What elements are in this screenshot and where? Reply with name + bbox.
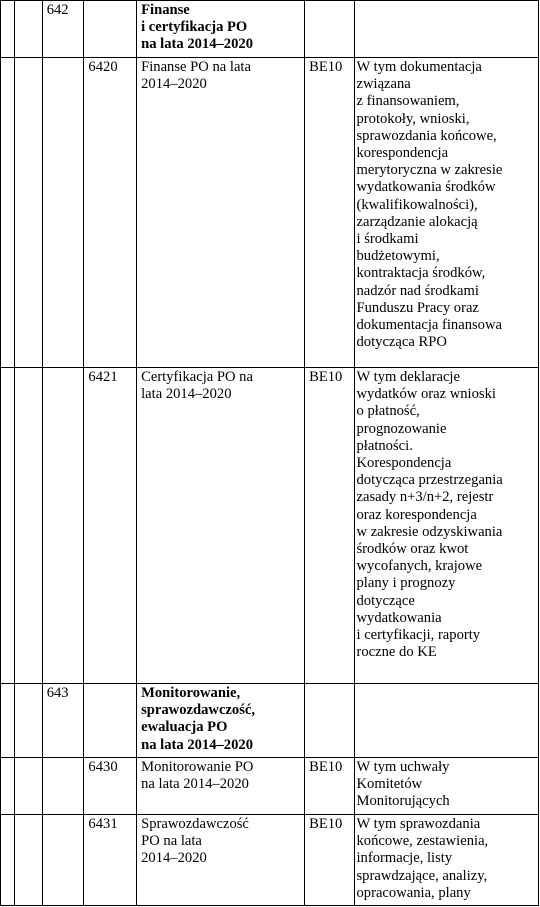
description-line: zasady n+3/n+2, rejestr xyxy=(356,489,494,506)
cell-class-code xyxy=(84,1,137,58)
cell-blank-2 xyxy=(15,1,42,58)
title-line: i certyfikacja PO xyxy=(141,19,248,36)
cell-group-number: 643 xyxy=(42,684,84,758)
cell-class-code: 6430 xyxy=(84,758,137,815)
description-line: wydatkowania xyxy=(356,609,442,626)
cell-group-number: 642 xyxy=(42,1,84,58)
cell-group-number xyxy=(42,368,84,684)
description-line: kontraktacja środków, xyxy=(356,265,486,282)
cell-blank-1 xyxy=(1,1,15,58)
cell-group-number xyxy=(42,758,84,815)
description-line: sprawdzające, analizy, xyxy=(356,867,488,884)
cell-blank-1 xyxy=(1,684,15,758)
description-line: dokumentacja finansowa xyxy=(356,317,502,334)
title-line: na lata 2014–2020 xyxy=(141,736,253,753)
cell-title xyxy=(137,684,305,758)
cell-description xyxy=(354,1,539,58)
cell-category xyxy=(305,1,354,58)
title-line: Monitorowanie, xyxy=(141,685,241,701)
cell-category: BE10 xyxy=(305,758,354,815)
cell-category: BE10 xyxy=(305,368,354,684)
cell-description xyxy=(354,58,539,368)
title-line: Sprawozdawczość xyxy=(141,816,249,832)
description-line: w zakresie odzyskiwania xyxy=(356,523,503,540)
cell-description xyxy=(354,758,539,815)
description-line: zarządzanie alokacją xyxy=(356,213,478,230)
cell-category: BE10 xyxy=(305,815,354,906)
title-line: ewaluacja PO xyxy=(141,719,228,736)
cell-class-code: 6431 xyxy=(84,815,137,906)
cell-blank-2 xyxy=(15,684,42,758)
description-line: końcowe, zestawienia, xyxy=(356,833,489,850)
cell-blank-1 xyxy=(1,758,15,815)
title-line: Certyfikacja PO na xyxy=(141,369,253,385)
description-line: wydatków oraz wnioski xyxy=(356,386,496,403)
title-line: PO na lata xyxy=(141,833,202,850)
cell-blank-2 xyxy=(15,368,42,684)
title-line: Finanse xyxy=(141,2,190,18)
description-line: dotycząca RPO xyxy=(356,334,447,351)
cell-description xyxy=(354,684,539,758)
cell-class-code: 6421 xyxy=(84,368,137,684)
cell-blank-2 xyxy=(15,758,42,815)
description-line: informacje, listy xyxy=(356,850,453,867)
description-line: dotycząca przestrzegania xyxy=(356,472,503,489)
cell-blank-1 xyxy=(1,368,15,684)
description-line: płatności. xyxy=(356,437,413,454)
cell-title xyxy=(137,58,305,368)
cell-title xyxy=(137,815,305,906)
cell-group-number xyxy=(42,58,84,368)
cell-blank-2 xyxy=(15,58,42,368)
description-line: związana xyxy=(356,76,411,93)
table-row xyxy=(1,815,539,906)
description-line: roczne do KE xyxy=(356,644,437,661)
description-line: budżetowymi, xyxy=(356,248,440,265)
cell-blank-2 xyxy=(15,815,42,906)
cell-description xyxy=(354,368,539,684)
table-row xyxy=(1,368,539,684)
title-line: 2014–2020 xyxy=(141,850,207,867)
description-line: Komitetów xyxy=(356,776,423,793)
description-line: plany i prognozy xyxy=(356,575,456,592)
cell-category xyxy=(305,684,354,758)
description-line: W tym sprawozdania xyxy=(356,816,481,832)
description-line: i certyfikacji, raporty xyxy=(356,627,481,644)
cell-blank-1 xyxy=(1,58,15,368)
cell-title xyxy=(137,1,305,58)
description-line: dotyczące xyxy=(356,592,415,609)
description-line: Funduszu Pracy oraz xyxy=(356,299,479,316)
description-line: z finansowaniem, xyxy=(356,93,460,110)
cell-title xyxy=(137,368,305,684)
description-line: korespondencja xyxy=(356,145,449,162)
description-line: wydatkowania środków xyxy=(356,179,496,196)
description-line: protokoły, wnioski, xyxy=(356,110,470,127)
description-line: środków oraz kwot xyxy=(356,541,469,558)
description-line: Monitorujących xyxy=(356,793,450,810)
title-line: 2014–2020 xyxy=(141,76,207,93)
description-line: W tym deklaracje xyxy=(356,369,460,385)
cell-class-code xyxy=(84,684,137,758)
title-line: lata 2014–2020 xyxy=(141,386,232,403)
description-line: i środkami xyxy=(356,231,419,248)
cell-group-number xyxy=(42,815,84,906)
description-line: W tym uchwały xyxy=(356,759,450,775)
description-line: wycofanych, krajowe xyxy=(356,558,483,575)
description-line: merytoryczna w zakresie xyxy=(356,162,503,179)
title-line: sprawozdawczość, xyxy=(141,702,256,719)
description-line: W tym dokumentacja xyxy=(356,59,482,75)
description-line: o płatność, xyxy=(356,403,420,420)
table-row xyxy=(1,1,539,58)
table-row xyxy=(1,758,539,815)
description-line: oraz korespondencja xyxy=(356,506,477,523)
table-row xyxy=(1,684,539,758)
title-line: na lata 2014–2020 xyxy=(141,776,249,793)
description-line: opracowania, plany xyxy=(356,884,471,901)
cell-category: BE10 xyxy=(305,58,354,368)
cell-description xyxy=(354,815,539,906)
description-line: Korespondencja xyxy=(356,455,452,472)
table-body xyxy=(1,1,539,906)
cell-title xyxy=(137,758,305,815)
title-line: Finanse PO na lata xyxy=(141,59,251,75)
table-row xyxy=(1,58,539,368)
description-line: sprawozdania końcowe, xyxy=(356,127,497,144)
description-line: (kwalifikowalności), xyxy=(356,196,478,213)
title-line: Monitorowanie PO xyxy=(141,759,254,775)
description-line: nadzór nad środkami xyxy=(356,282,479,299)
cell-blank-1 xyxy=(1,815,15,906)
title-line: na lata 2014–2020 xyxy=(141,36,253,53)
cell-class-code: 6420 xyxy=(84,58,137,368)
description-line: prognozowanie xyxy=(356,420,447,437)
